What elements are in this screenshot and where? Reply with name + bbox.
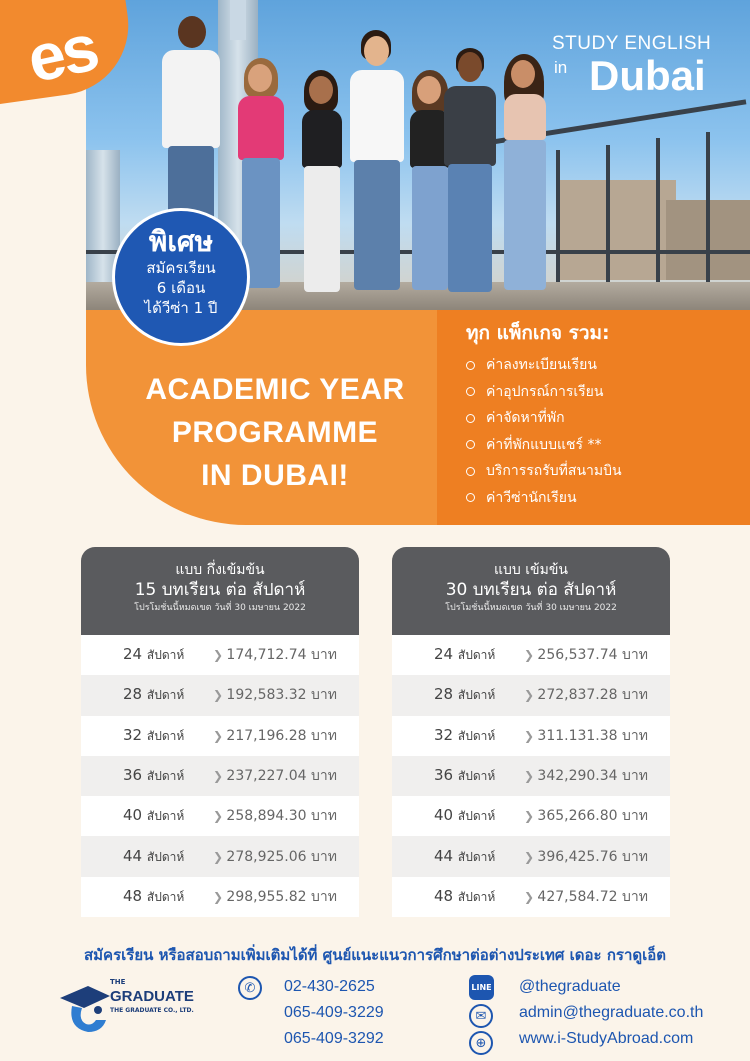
weeks-unit: สัปดาห์ xyxy=(146,688,185,703)
price-value: 192,583.32 บาท xyxy=(226,687,337,704)
phone-number[interactable]: 02-430-2625 xyxy=(284,978,375,995)
bullet-circle-icon xyxy=(466,467,475,476)
tower-spire xyxy=(230,0,246,40)
course-lessons: 15 บทเรียน ต่อ สัปดาห์ xyxy=(134,580,306,601)
price-value: 237,227.04 บาท xyxy=(226,768,337,785)
chevron-right-icon: ❯ xyxy=(524,769,535,784)
package-title: ทุก แพ็กเกจ รวม: xyxy=(466,322,610,344)
price-row xyxy=(392,756,670,796)
weeks-unit: สัปดาห์ xyxy=(146,648,185,663)
chevron-right-icon: ❯ xyxy=(213,809,224,824)
price-row xyxy=(81,877,359,917)
weeks-unit: สัปดาห์ xyxy=(146,809,185,824)
badge-title: พิเศษ xyxy=(148,225,214,258)
price-row xyxy=(392,675,670,715)
chevron-right-icon: ❯ xyxy=(213,728,224,743)
weeks-number: 48 xyxy=(434,886,454,905)
package-list xyxy=(466,352,622,511)
railing-post xyxy=(706,132,710,290)
bullet-circle-icon xyxy=(466,440,475,449)
chevron-right-icon: ❯ xyxy=(524,849,535,864)
globe-icon: ⊕ xyxy=(469,1031,493,1055)
price-table-intensive xyxy=(392,547,670,917)
weeks-number: 48 xyxy=(123,886,143,905)
course-type: แบบ กึ่งเข้มข้น xyxy=(175,562,265,578)
weeks-number: 32 xyxy=(123,725,143,744)
email-icon: ✉ xyxy=(469,1004,493,1028)
chevron-right-icon: ❯ xyxy=(524,728,535,743)
package-item xyxy=(466,405,622,432)
price-row xyxy=(81,756,359,796)
weeks-unit: สัปดาห์ xyxy=(457,809,496,824)
study-city-label: Dubai xyxy=(589,52,706,99)
price-row xyxy=(392,877,670,917)
package-item xyxy=(466,485,622,512)
price-value: 311.131.38 บาท xyxy=(537,727,648,744)
graduate-cap-icon xyxy=(58,980,116,1036)
es-logo: es xyxy=(21,9,103,97)
chevron-right-icon: ❯ xyxy=(213,889,224,904)
programme-line: IN DUBAI! xyxy=(201,459,349,492)
chevron-right-icon: ❯ xyxy=(524,889,535,904)
price-table-header xyxy=(81,547,359,635)
the-graduate-logo xyxy=(58,976,198,1041)
package-item xyxy=(466,432,622,459)
price-value: 258,894.30 บาท xyxy=(226,808,337,825)
weeks-number: 44 xyxy=(123,846,143,865)
contact-headline: สมัครเรียน หรือสอบถามเพิ่มเติมได้ที่ ศูนย์แนะแนวการศึกษาต่อต่างประเทศ เดอะ กราดูเอ็ต xyxy=(84,946,666,964)
weeks-unit: สัปดาห์ xyxy=(146,849,185,864)
programme-headline xyxy=(130,368,420,497)
programme-line: ACADEMIC YEAR xyxy=(145,373,405,406)
phone-number[interactable]: 065-409-3292 xyxy=(284,1030,384,1047)
price-value: 298,955.82 บาท xyxy=(226,888,337,905)
package-item-label: ค่าจัดหาที่พัก xyxy=(486,410,565,427)
weeks-unit: สัปดาห์ xyxy=(457,648,496,663)
course-type: แบบ เข้มข้น xyxy=(494,562,568,578)
package-item xyxy=(466,352,622,379)
price-table-semi-intensive xyxy=(81,547,359,917)
weeks-number: 36 xyxy=(123,766,143,785)
price-rows xyxy=(81,635,359,917)
price-value: 342,290.34 บาท xyxy=(537,768,648,785)
price-row xyxy=(81,836,359,876)
weeks-number: 44 xyxy=(434,846,454,865)
chevron-right-icon: ❯ xyxy=(213,648,224,663)
weeks-unit: สัปดาห์ xyxy=(457,889,496,904)
weeks-number: 36 xyxy=(434,766,454,785)
price-value: 256,537.74 บาท xyxy=(537,647,648,664)
student-figure xyxy=(438,48,502,298)
student-figure xyxy=(494,54,556,298)
price-row xyxy=(392,635,670,675)
chevron-right-icon: ❯ xyxy=(213,769,224,784)
weeks-number: 24 xyxy=(434,645,454,664)
weeks-unit: สัปดาห์ xyxy=(146,889,185,904)
package-item-label: ค่าอุปกรณ์การเรียน xyxy=(486,383,604,400)
weeks-unit: สัปดาห์ xyxy=(457,769,496,784)
promo-expiry: โปรโมชั่นนี้หมดเขต วันที่ 30 เมษายน 2022 xyxy=(134,603,306,614)
email-link[interactable]: admin@thegraduate.co.th xyxy=(519,1004,704,1021)
promo-expiry: โปรโมชั่นนี้หมดเขต วันที่ 30 เมษายน 2022 xyxy=(445,603,617,614)
weeks-unit: สัปดาห์ xyxy=(146,769,185,784)
chevron-right-icon: ❯ xyxy=(524,809,535,824)
weeks-unit: สัปดาห์ xyxy=(457,728,496,743)
price-value: 427,584.72 บาท xyxy=(537,888,648,905)
badge-line: สมัครเรียน xyxy=(146,258,216,277)
price-value: 272,837.28 บาท xyxy=(537,687,648,704)
price-table-header xyxy=(392,547,670,635)
package-item-label: ค่าที่พักแบบแชร์ ** xyxy=(486,436,602,453)
phone-icon: ✆ xyxy=(238,976,262,1000)
study-in-label: in xyxy=(554,58,568,77)
phone-number[interactable]: 065-409-3229 xyxy=(284,1004,384,1021)
price-rows xyxy=(392,635,670,917)
price-row xyxy=(81,635,359,675)
logo-the: THE xyxy=(110,978,126,986)
bullet-circle-icon xyxy=(466,361,475,370)
bullet-circle-icon xyxy=(466,493,475,502)
line-icon: LINE xyxy=(469,975,494,1000)
badge-line: ได้วีซ่า 1 ปี xyxy=(144,299,218,318)
railing-post xyxy=(656,138,660,288)
railing-post xyxy=(556,150,560,290)
chevron-right-icon: ❯ xyxy=(213,688,224,703)
weeks-number: 40 xyxy=(123,806,143,825)
weeks-number: 40 xyxy=(434,806,454,825)
website-link[interactable]: www.i-StudyAbroad.com xyxy=(519,1030,694,1047)
price-row xyxy=(392,796,670,836)
price-row xyxy=(81,796,359,836)
price-value: 174,712.74 บาท xyxy=(226,647,337,664)
student-figure xyxy=(294,70,350,298)
special-offer-badge xyxy=(112,208,250,346)
weeks-number: 24 xyxy=(123,645,143,664)
logo-name: GRADUATE xyxy=(110,988,194,1005)
price-value: 396,425.76 บาท xyxy=(537,848,648,865)
chevron-right-icon: ❯ xyxy=(524,688,535,703)
price-row xyxy=(81,675,359,715)
package-item-label: บริการรถรับที่สนามบิน xyxy=(486,463,622,480)
badge-line: 6 เดือน xyxy=(156,279,206,298)
weeks-unit: สัปดาห์ xyxy=(457,849,496,864)
chevron-right-icon: ❯ xyxy=(213,849,224,864)
chevron-right-icon: ❯ xyxy=(524,648,535,663)
student-figure xyxy=(344,30,410,300)
logo-company: THE GRADUATE CO., LTD. xyxy=(110,1007,194,1014)
price-row xyxy=(392,836,670,876)
package-item xyxy=(466,458,622,485)
price-value: 365,266.80 บาท xyxy=(537,808,648,825)
package-item xyxy=(466,379,622,406)
package-item-label: ค่าวีซ่านักเรียน xyxy=(486,489,577,506)
bullet-circle-icon xyxy=(466,387,475,396)
course-lessons: 30 บทเรียน ต่อ สัปดาห์ xyxy=(445,580,617,601)
weeks-unit: สัปดาห์ xyxy=(146,728,185,743)
weeks-number: 28 xyxy=(434,685,454,704)
price-row xyxy=(81,716,359,756)
railing-post xyxy=(606,145,610,290)
package-item-label: ค่าลงทะเบียนเรียน xyxy=(486,357,597,374)
weeks-unit: สัปดาห์ xyxy=(457,688,496,703)
programme-line: PROGRAMME xyxy=(171,416,379,449)
weeks-number: 32 xyxy=(434,725,454,744)
line-id[interactable]: @thegraduate xyxy=(519,978,621,995)
price-row xyxy=(392,716,670,756)
weeks-number: 28 xyxy=(123,685,143,704)
study-english-label: STUDY ENGLISH xyxy=(552,33,712,54)
price-value: 217,196.28 บาท xyxy=(226,727,337,744)
price-value: 278,925.06 บาท xyxy=(226,848,337,865)
bullet-circle-icon xyxy=(466,414,475,423)
